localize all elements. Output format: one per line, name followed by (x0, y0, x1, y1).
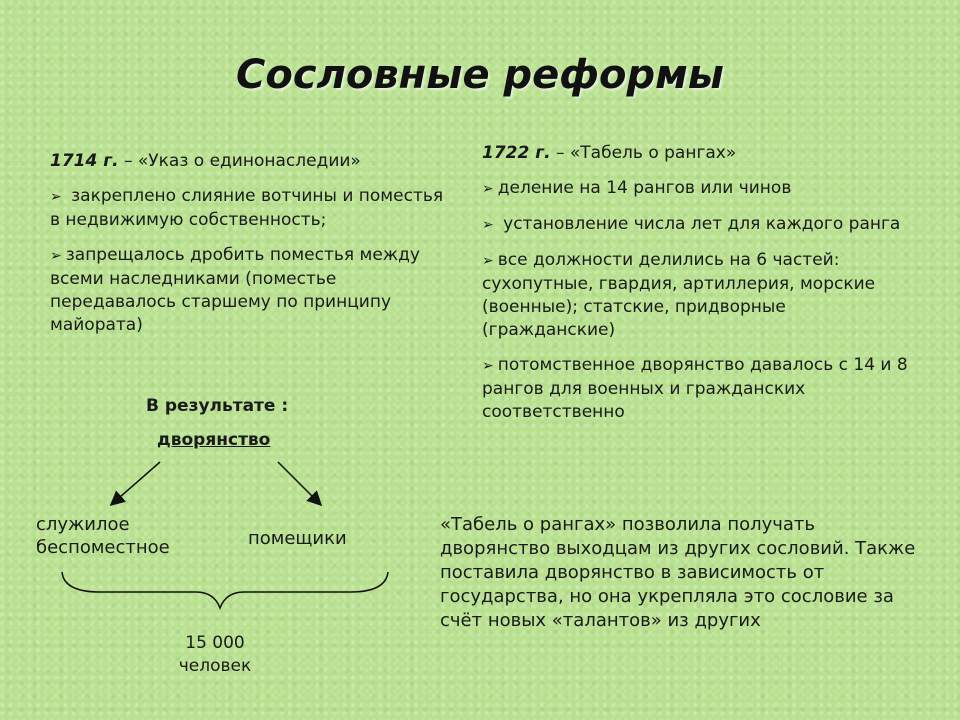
right-year: 1722 г. (482, 143, 551, 163)
summary-text: «Табель о рангах» позволила получать дворянство выходцам из других сословий. Также поставила дворянство в зависимость от государства, но она укрепляла это сословие за счёт новых «талантов» из других (440, 514, 916, 631)
arrow-right (278, 462, 320, 504)
right-bullet-4: ➢ потомственное дворянство давалось с 14 и 8 рангов для военных и гражданских соответственно (482, 354, 912, 424)
left-year: 1714 г. (50, 151, 119, 171)
left-bullet-2: ➢ запрещалось дробить поместья между всеми наследниками (поместье передавалось старшему по принципу майората) (50, 244, 450, 337)
brace (62, 572, 388, 608)
result-class: дворянство (157, 430, 271, 450)
right-heading (482, 142, 912, 165)
result-label: В результате : (146, 396, 289, 416)
right-column (482, 142, 912, 436)
arrow-left (112, 462, 160, 504)
left-bullet-1: ➢ закреплено слияние вотчины и поместья в недвижимую собственность; (50, 185, 450, 232)
branch-left-label: служилое беспоместное (36, 514, 170, 558)
left-decree: – «Указ о единонаследии» (118, 151, 361, 171)
right-decree: – «Табель о рангах» (550, 143, 737, 163)
noble-count: 15 000 человек (178, 633, 252, 676)
right-bullet-1: ➢ деление на 14 рангов или чинов (482, 177, 912, 201)
right-bullet-2: ➢ установление числа лет для каждого ранга (482, 213, 912, 237)
right-bullet-3: ➢ все должности делились на 6 частей: сухопутные, гвардия, артиллерия, морские (военные); статские, придворные (гражданские) (482, 249, 912, 342)
branch-right-label: помещики (248, 528, 347, 549)
page-title: Сословные реформы (236, 52, 724, 98)
